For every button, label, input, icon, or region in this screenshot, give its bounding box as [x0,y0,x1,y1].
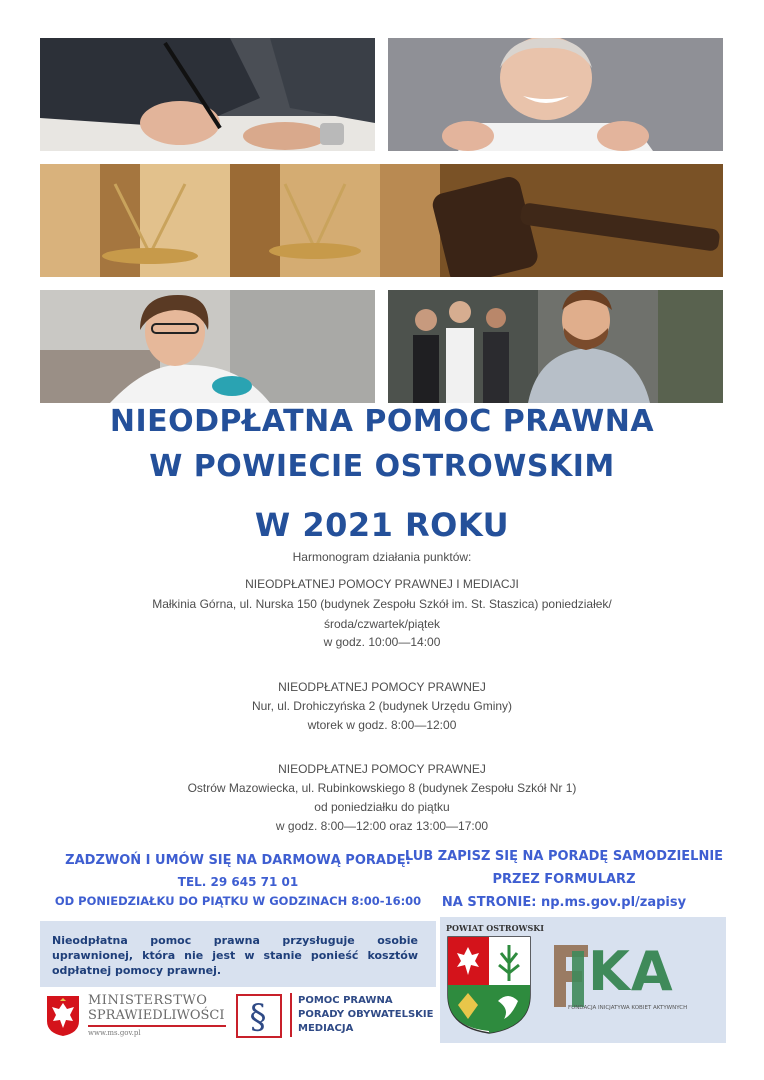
eligibility-info-box [40,921,436,987]
photo-business-team [388,290,723,403]
npp-line-1: POMOC PRAWNA [298,995,393,1006]
ministry-divider [88,1025,226,1027]
logo-strip [40,987,436,1043]
powiat-coat-of-arms-icon [446,935,532,1035]
page-title-line-2: W POWIECIE OSTROWSKIM [149,449,615,484]
ministry-url: www.ms.gov.pl [88,1029,141,1037]
ministry-name-line-1: MINISTERSTWO [88,993,208,1008]
point-2-name: NIEODPŁATNEJ POMOCY PRAWNEJ [278,680,486,694]
point-2-hours: wtorek w godz. 8:00—12:00 [307,718,457,732]
point-1-name: NIEODPŁATNEJ POMOCY PRAWNEJ I MEDIACJI [245,577,519,591]
point-3-name: NIEODPŁATNEJ POMOCY PRAWNEJ [278,762,486,776]
cta-signup-line-1: LUB ZAPISZ SIĘ NA PORADĘ SAMODZIELNIE [404,849,724,864]
cta-call-heading: ZADZWOŃ I UMÓW SIĘ NA DARMOWĄ PORADĘ: [65,853,411,868]
fika-letters: KA [588,940,674,1003]
npp-divider [290,993,292,1037]
point-1-address: Małkinia Górna, ul. Nurska 150 (budynek Zespołu Szkół im. St. Staszica) poniedziałek/ [152,597,612,611]
point-2-address: Nur, ul. Drohiczyńska 2 (budynek Urzędu Gminy) [251,699,513,713]
photo-senior-woman-thumbs-up [388,38,723,151]
npp-line-3: MEDIACJA [298,1023,354,1034]
photo-laughing-woman [40,290,375,403]
powiat-label: POWIAT OSTROWSKI [446,923,544,933]
point-1-address-cont: środa/czwartek/piątek [323,617,441,631]
eligibility-text: Nieodpłatna pomoc prawna przysługuje osobie uprawnionej, która nie jest w stanie ponieść kosztów odpłatnej pomocy prawnej. [52,934,418,977]
npp-line-2: PORADY OBYWATELSKIE [298,1009,434,1020]
page-title-year: W 2021 ROKU [254,506,510,544]
fika-tagline: FUNDACJA INICJATYWA KOBIET AKTYWNYCH [568,1005,688,1011]
ministry-name-line-2: SPRAWIEDLIWOŚCI [88,1008,225,1023]
fika-wordmark [440,917,441,918]
point-3-address: Ostrów Mazowiecka, ul. Rubinkowskiego 8 (budynek Zespołu Szkół Nr 1) [187,781,577,795]
svg-text:§: § [249,997,267,1037]
partner-logos-box [440,917,726,1043]
point-3-hours: w godz. 8:00—12:00 oraz 13:00—17:00 [275,819,489,833]
page-title-line-1: NIEODPŁATNA POMOC PRAWNA [109,404,655,439]
point-1-hours: w godz. 10:00—14:00 [323,635,441,649]
paragraph-sign-icon [236,990,286,1040]
poland-eagle-icon [46,995,80,1037]
cta-phone-number[interactable]: TEL. 29 645 71 01 [177,875,299,889]
cta-call-hours: OD PONIEDZIAŁKU DO PIĄTKU W GODZINACH 8:00-16:00 [54,894,422,908]
cta-signup-line-2: PRZEZ FORMULARZ [492,872,636,887]
photo-scales-and-gavel [40,164,723,277]
schedule-intro: Harmonogram działania punktów: [292,550,472,564]
cta-signup-url[interactable]: NA STRONIE: np.ms.gov.pl/zapisy [441,895,687,910]
photo-signing-document [40,38,375,151]
point-3-days: od poniedziałku do piątku [314,800,450,814]
